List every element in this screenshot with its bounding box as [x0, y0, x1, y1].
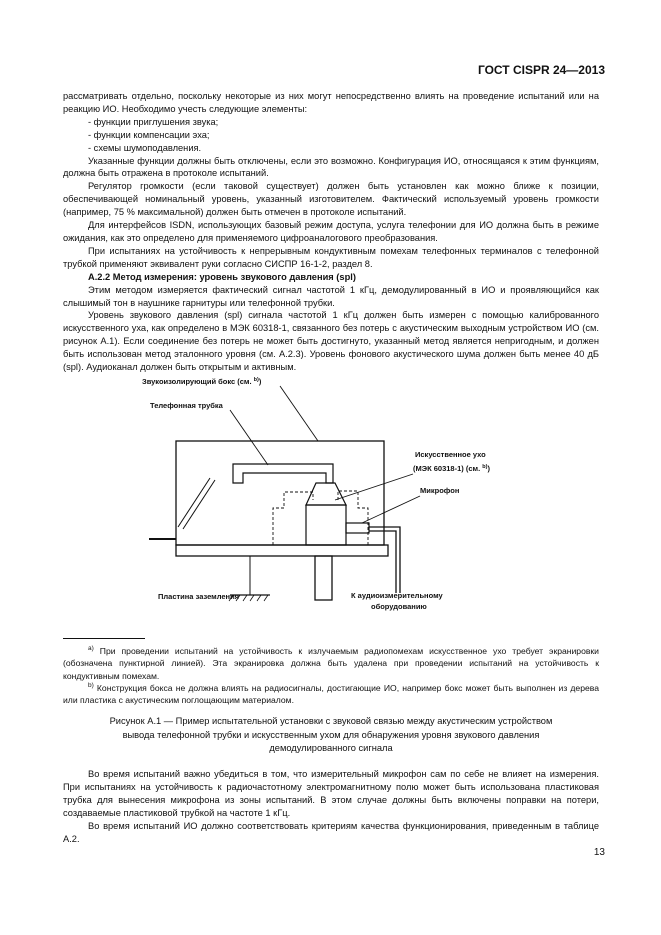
leader-artificial-ear	[335, 474, 413, 500]
test-setup-figure	[130, 375, 510, 625]
label-audio-equipment: оборудованию	[371, 602, 427, 611]
label-sound-box: Звукоизолирующий бокс (см. $^{b)}$)	[142, 377, 262, 386]
footnotes	[63, 645, 599, 706]
label-audio-equipment: К аудиоизмерительному	[351, 591, 443, 600]
paragraph: Уровень звукового давления (spl) сигнала частотой 1 кГц должен быть измерен с помощью калиброванного искусственного уха, как определено в МЭК 60318-1, связанного без потерь с акустическим выходным устройством ИО (см. рисунок А.1). Если соединение без потерь не может быть достигнуто, указанный метод является непригодным, и должен быть использован метод эталонного уровня (см. А.2.3). Уровень фонового акустического шума должен быть менее 40 дБ (spl). Аудиоканал должен быть открытым и активным.	[63, 310, 599, 373]
leader-sound-box	[280, 386, 318, 441]
leader-microphone	[362, 496, 420, 523]
body-text-top	[63, 90, 599, 374]
body-text-bottom	[63, 768, 599, 845]
artificial-ear-body	[306, 505, 346, 545]
label-ground-plate: Пластина заземления	[158, 592, 240, 601]
artificial-ear-cone	[306, 483, 346, 505]
cable-diagonal	[183, 480, 215, 529]
paragraph: Этим методом измеряется фактический сигнал частотой 1 кГц, демодулированный в ИО и проявляющийся как слышимый тон в наушнике гарнитуры или телефонной трубки.	[63, 284, 599, 308]
footnote-a: $^{a)}$ При проведении испытаний на устойчивость к излучаемым радиопомехам искусственное ухо требует экранировки (обозначена пунктирной линией). Эта экранировка должна быть удалена при проведении испытаний на устойчивость к кондуктивным помехам.	[63, 645, 599, 681]
handset	[233, 464, 333, 483]
stand	[315, 556, 332, 600]
leader-handset	[230, 410, 268, 465]
list-item: - функции приглушения звука;	[88, 116, 219, 127]
document-header: ГОСТ CISPR 24—2013	[477, 63, 605, 77]
section-heading: А.2.2 Метод измерения: уровень звукового давления (spl)	[88, 271, 356, 282]
mic-cable	[369, 531, 396, 593]
footnote-b: $^{b)}$ Конструкция бокса не должна влиять на радиосигналы, достигающие ИО, например бокс может быть выполнен из дерева или пластика с акустическим поглощающим материалом.	[63, 682, 599, 706]
label-microphone: Микрофон	[420, 486, 460, 495]
label-handset: Телефонная трубка	[150, 401, 223, 410]
paragraph: При испытаниях на устойчивость к непрерывным кондуктивным помехам телефонных терминалов с телефонной трубкой применяют эквивалент руки согласно СИСПР 16-1-2, раздел 8.	[63, 245, 599, 269]
paragraph: Регулятор громкости (если таковой существует) должен быть установлен как можно ближе к позиции, обеспечивающей номинальный уровень, указанный изготовителем. Фактический используемый уровень громкости (например, 75 % максимальной) должен быть отмечен в протоколе испытаний.	[63, 181, 599, 218]
list-item: - функции компенсации эха;	[88, 129, 210, 140]
list-item: - схемы шумоподавления.	[88, 142, 202, 153]
paragraph: Во время испытаний важно убедиться в том, что измерительный микрофон сам по себе не влияет на измерения. При испытаниях на устойчивость к радиочастотному электромагнитному полю может быть использована пластиковая трубка для вынесения микрофона из зоны испытаний. В этом случае должны быть включены поправки на потери, создаваемые пластиковой трубкой на частоте 1 кГц.	[63, 769, 599, 818]
paragraph: Указанные функции должны быть отключены, если это возможно. Конфигурация ИО, относящаяся к этим функциям, должна быть отражена в протоколе испытаний.	[63, 155, 599, 179]
shield-left	[273, 492, 313, 545]
label-artificial-ear-standard: (МЭК 60318-1) (см. $^{b)}$)	[413, 464, 490, 473]
label-artificial-ear: Искусственное ухо	[415, 450, 486, 459]
sound-box	[176, 441, 384, 545]
paragraph: рассматривать отдельно, поскольку некоторые из них могут непосредственно влиять на проведение испытаний или на реакцию ИО. Необходимо учесть следующие элементы:	[63, 91, 599, 114]
paragraph: Для интерфейсов ISDN, использующих базовый режим доступа, услуга телефонии для ИО должна быть в режиме ожидания, как это определено для применяемого цифроаналогового преобразования.	[63, 220, 599, 243]
microphone	[346, 523, 369, 533]
base-plate	[176, 545, 388, 556]
cable-diagonal	[178, 478, 210, 527]
figure-caption: Рисунок А.1 — Пример испытательной установки с звуковой связью между акустическим устройством вывода телефонной трубки и искусственным ухом для обнаружения уровня звукового давления демодулированного сигнала	[109, 716, 553, 753]
footnote-separator	[63, 638, 145, 639]
paragraph: Во время испытаний ИО должно соответствовать критериям качества функционирования, приведенным в таблице А.2.	[63, 820, 599, 844]
page-number: 13	[593, 847, 605, 858]
